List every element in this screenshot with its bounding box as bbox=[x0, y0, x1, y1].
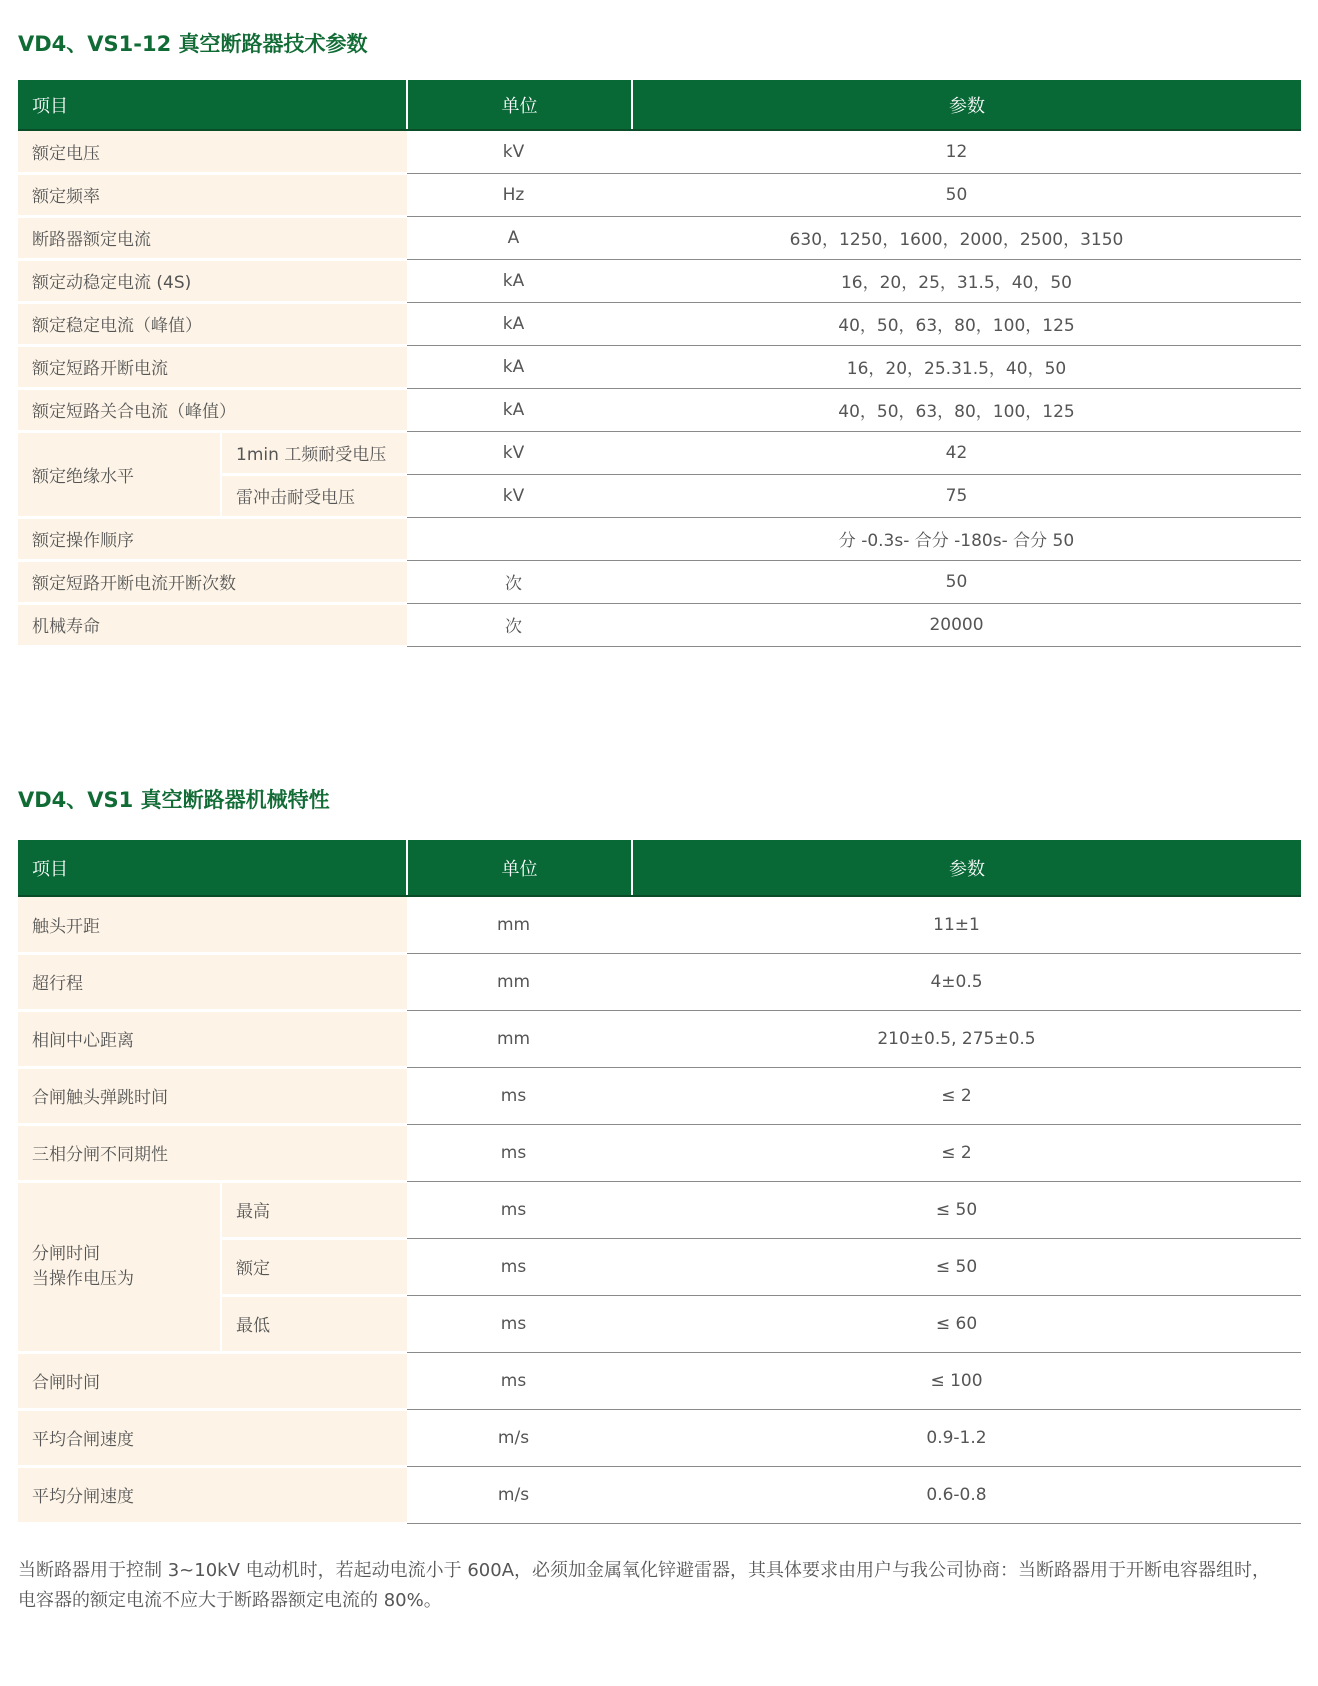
row-sublabel: 最高 bbox=[221, 1181, 407, 1238]
row-value: 630，1250，1600，2000，2500，3150 bbox=[632, 216, 1301, 259]
table-row bbox=[18, 388, 1301, 431]
table-row bbox=[18, 173, 1301, 216]
row-value: 40，50，63，80，100，125 bbox=[632, 388, 1301, 431]
row-sublabel: 雷冲击耐受电压 bbox=[221, 474, 407, 517]
table-row bbox=[18, 1010, 1301, 1067]
row-label: 三相分闸不同期性 bbox=[18, 1124, 407, 1181]
table-row bbox=[18, 1466, 1301, 1523]
table-row bbox=[18, 130, 1301, 173]
row-label: 额定频率 bbox=[18, 173, 407, 216]
row-label: 相间中心距离 bbox=[18, 1010, 407, 1067]
row-unit: kA bbox=[407, 259, 632, 302]
table2-header-item: 项目 bbox=[18, 840, 407, 896]
table-row bbox=[18, 1409, 1301, 1466]
table-row bbox=[18, 560, 1301, 603]
row-label: 合闸触头弹跳时间 bbox=[18, 1067, 407, 1124]
row-value: 20000 bbox=[632, 603, 1301, 646]
row-unit: kA bbox=[407, 388, 632, 431]
row-unit: mm bbox=[407, 896, 632, 953]
row-label: 平均分闸速度 bbox=[18, 1466, 407, 1523]
row-value: 50 bbox=[632, 560, 1301, 603]
table-row bbox=[18, 1124, 1301, 1181]
row-label: 触头开距 bbox=[18, 896, 407, 953]
table1-header-item: 项目 bbox=[18, 80, 407, 130]
row-value: 0.6-0.8 bbox=[632, 1466, 1301, 1523]
footnote-line1: 当断路器用于控制 3~10kV 电动机时，若起动电流小于 600A，必须加金属氧化锌避雷器，其具体要求由用户与我公司协商：当断路器用于开断电容器组时， bbox=[18, 1560, 1271, 1581]
table-row bbox=[18, 1067, 1301, 1124]
row-value: ≤ 60 bbox=[632, 1295, 1301, 1352]
row-label: 额定短路开断电流开断次数 bbox=[18, 560, 407, 603]
table2-title: VD4、VS1 真空断路器机械特性 bbox=[18, 788, 330, 812]
row-unit bbox=[407, 517, 632, 560]
row-value: 210±0.5, 275±0.5 bbox=[632, 1010, 1301, 1067]
row-label: 平均合闸速度 bbox=[18, 1409, 407, 1466]
table2-header-param: 参数 bbox=[632, 840, 1301, 896]
table-row bbox=[18, 896, 1301, 953]
row-unit: ms bbox=[407, 1181, 632, 1238]
table-row bbox=[18, 431, 1301, 474]
row-unit: kV bbox=[407, 431, 632, 474]
table1-header-row bbox=[18, 80, 1301, 130]
row-unit: ms bbox=[407, 1352, 632, 1409]
table-row bbox=[18, 216, 1301, 259]
table-row bbox=[18, 345, 1301, 388]
row-unit: m/s bbox=[407, 1409, 632, 1466]
row-unit: ms bbox=[407, 1067, 632, 1124]
row-label: 断路器额定电流 bbox=[18, 216, 407, 259]
table-row bbox=[18, 1181, 1301, 1238]
row-label: 额定动稳定电流 (4S) bbox=[18, 259, 407, 302]
row-label: 额定电压 bbox=[18, 130, 407, 173]
row-label: 额定稳定电流（峰值） bbox=[18, 302, 407, 345]
row-label: 额定操作顺序 bbox=[18, 517, 407, 560]
opening-time-group-label bbox=[18, 1181, 221, 1352]
row-sublabel: 最低 bbox=[221, 1295, 407, 1352]
footnote-line2: 电容器的额定电流不应大于断路器额定电流的 80%。 bbox=[18, 1590, 442, 1611]
row-value: 0.9-1.2 bbox=[632, 1409, 1301, 1466]
row-unit: m/s bbox=[407, 1466, 632, 1523]
table2-header-unit: 单位 bbox=[407, 840, 632, 896]
row-label: 额定短路关合电流（峰值） bbox=[18, 388, 407, 431]
table-row bbox=[18, 603, 1301, 646]
row-unit: ms bbox=[407, 1238, 632, 1295]
row-value: 16，20，25，31.5，40，50 bbox=[632, 259, 1301, 302]
row-label: 机械寿命 bbox=[18, 603, 407, 646]
row-unit: A bbox=[407, 216, 632, 259]
row-value: ≤ 2 bbox=[632, 1067, 1301, 1124]
table-row bbox=[18, 953, 1301, 1010]
row-unit: kA bbox=[407, 302, 632, 345]
table-row bbox=[18, 259, 1301, 302]
row-unit: kA bbox=[407, 345, 632, 388]
row-value: 12 bbox=[632, 130, 1301, 173]
row-value: ≤ 2 bbox=[632, 1124, 1301, 1181]
row-unit: kV bbox=[407, 474, 632, 517]
row-value: ≤ 50 bbox=[632, 1238, 1301, 1295]
row-value: 16，20，25.31.5，40，50 bbox=[632, 345, 1301, 388]
row-unit: 次 bbox=[407, 603, 632, 646]
table-row bbox=[18, 302, 1301, 345]
row-value: 42 bbox=[632, 431, 1301, 474]
opening-time-label-line1: 分闸时间 bbox=[32, 1243, 100, 1264]
mechanical-properties-table bbox=[18, 840, 1301, 1525]
row-value: ≤ 100 bbox=[632, 1352, 1301, 1409]
row-sublabel: 1min 工频耐受电压 bbox=[221, 431, 407, 474]
table-row bbox=[18, 1352, 1301, 1409]
row-value: ≤ 50 bbox=[632, 1181, 1301, 1238]
row-label: 合闸时间 bbox=[18, 1352, 407, 1409]
row-unit: mm bbox=[407, 1010, 632, 1067]
row-unit: kV bbox=[407, 130, 632, 173]
row-value: 4±0.5 bbox=[632, 953, 1301, 1010]
table-row bbox=[18, 517, 1301, 560]
row-value: 40，50，63，80，100，125 bbox=[632, 302, 1301, 345]
insulation-group-label: 额定绝缘水平 bbox=[18, 431, 221, 517]
tech-params-table bbox=[18, 80, 1301, 648]
opening-time-label-line2: 当操作电压为 bbox=[32, 1268, 134, 1289]
row-value: 50 bbox=[632, 173, 1301, 216]
row-label: 超行程 bbox=[18, 953, 407, 1010]
row-value: 75 bbox=[632, 474, 1301, 517]
row-unit: 次 bbox=[407, 560, 632, 603]
row-sublabel: 额定 bbox=[221, 1238, 407, 1295]
table1-header-param: 参数 bbox=[632, 80, 1301, 130]
row-value: 分 -0.3s- 合分 -180s- 合分 50 bbox=[632, 517, 1301, 560]
footnote bbox=[18, 1556, 1308, 1616]
row-label: 额定短路开断电流 bbox=[18, 345, 407, 388]
row-unit: Hz bbox=[407, 173, 632, 216]
table1-title: VD4、VS1-12 真空断路器技术参数 bbox=[18, 32, 368, 56]
row-unit: ms bbox=[407, 1295, 632, 1352]
row-value: 11±1 bbox=[632, 896, 1301, 953]
row-unit: mm bbox=[407, 953, 632, 1010]
table1-header-unit: 单位 bbox=[407, 80, 632, 130]
table2-header-row bbox=[18, 840, 1301, 896]
row-unit: ms bbox=[407, 1124, 632, 1181]
